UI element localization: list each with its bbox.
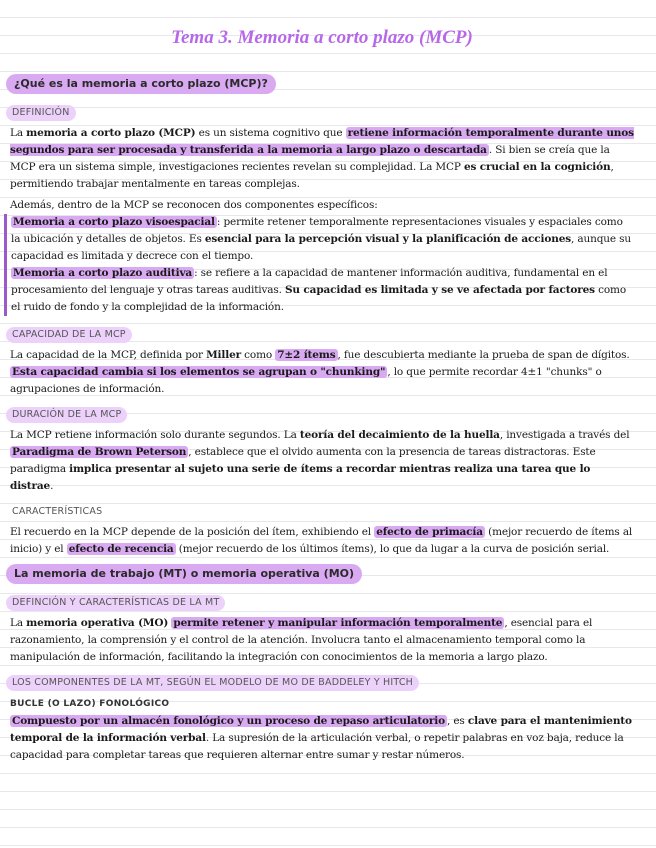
componentes-list [4,214,634,316]
paragraph-duracion: La MCP retiene información solo durante segundos. La teoría del decaimiento de la huella, investigada a través del Paradigma de Brown Peterson , establece que el olvido aumenta con la presencia de tareas distractoras. Este paradigma implica presentar al sujeto una serie de ítems a recordar mientras realiza una tarea que lo distrae. [10,429,630,492]
document-page [10,18,634,768]
paragraph-definicion-mt: La memoria operativa (MO) permite retener y manipular información temporalmente , esencial para el razonamiento, la comprensión y el control de la atención. Involucra tanto el almacenamiento temporal como la manipulación de información, facilitando la integración con conocimientos de la memoria a largo plazo. [10,617,593,663]
paragraph-componentes-intro: Además, dentro de la MCP se reconocen dos componentes específicos: [10,199,378,211]
paragraph-bucle-fonologico: Compuesto por un almacén fonológico y un proceso de repaso articulatorio , es clave para el mantenimiento temporal de la información verbal. La supresión de la articulación verbal, o repetir palabras en voz baja, reduce la capacidad para completar tareas que requieren alternar entre sumar y restar números. [10,715,632,761]
section-heading-mt: La memoria de trabajo (MT) o memoria operativa (MO) [6,564,362,584]
subheading-definicion: DEFINICIÓN [6,105,76,121]
paragraph-capacidad: La capacidad de la MCP, definida por Miller como 7±2 ítems , fue descubierta mediante la prueba de span de dígitos. Esta capacidad cambia si los elementos se agrupan o "chunking" , lo que permite recordar 4±1 "chunks" o agrupaciones de información. [10,349,630,395]
paragraph-visoespacial: Memoria a corto plazo visoespacial : permite retener temporalmente representaciones visuales y espaciales como la ubicación y detalles de objetos. Es esencial para la percepción visual y la planificación de acciones, aunque su capacidad es limitada y decrece con el tiempo. [11,216,631,262]
paragraph-caracteristicas: El recuerdo en la MCP depende de la posición del ítem, exhibiendo el efecto de primacía (mejor recuerdo de ítems al inicio) y el efecto de recencia (mejor recuerdo de los últimos ítems), lo que da lugar a la curva de posición serial. [10,526,633,555]
section-heading-mcp: ¿Qué es la memoria a corto plazo (MCP)? [6,74,276,94]
subheading-definicion-mt: DEFINCIÓN Y CARACTERÍSTICAS DE LA MT [6,595,225,611]
paragraph-auditiva: Memoria a corto plazo auditiva : se refiere a la capacidad de mantener información auditiva, fundamental en el procesamiento del lenguaje y otras tareas auditivas. Su capacidad es limitada y se ve afectada por factores como el ruido de fondo y la complejidad de la información. [11,267,627,313]
subheading-caracteristicas: CARACTERÍSTICAS [12,506,103,517]
subheading-duracion: DURACIÓN DE LA MCP [6,407,127,423]
paragraph-definicion: La memoria a corto plazo (MCP) es un sistema cognitivo que retiene información temporalmente durante unos segundos para ser procesada y transferida a la memoria a largo plazo o descartada . Si bien se creía que la MCP era un sistema simple, investigaciones recientes revelan su complejidad. La MCP es crucial en la cognición, permitiendo trabajar mentalmente en tareas complejas. [10,127,634,190]
subheading-componentes-mt: LOS COMPONENTES DE LA MT, SEGÚN EL MODELO DE MO DE BADDELEY Y HITCH [6,675,419,691]
page-title: Tema 3. Memoria a corto plazo (MCP) [171,27,473,48]
subheading-capacidad: CAPACIDAD DE LA MCP [6,327,132,343]
subheading-bucle-fonologico: BUCLE (O LAZO) FONOLÓGICO [10,699,170,709]
